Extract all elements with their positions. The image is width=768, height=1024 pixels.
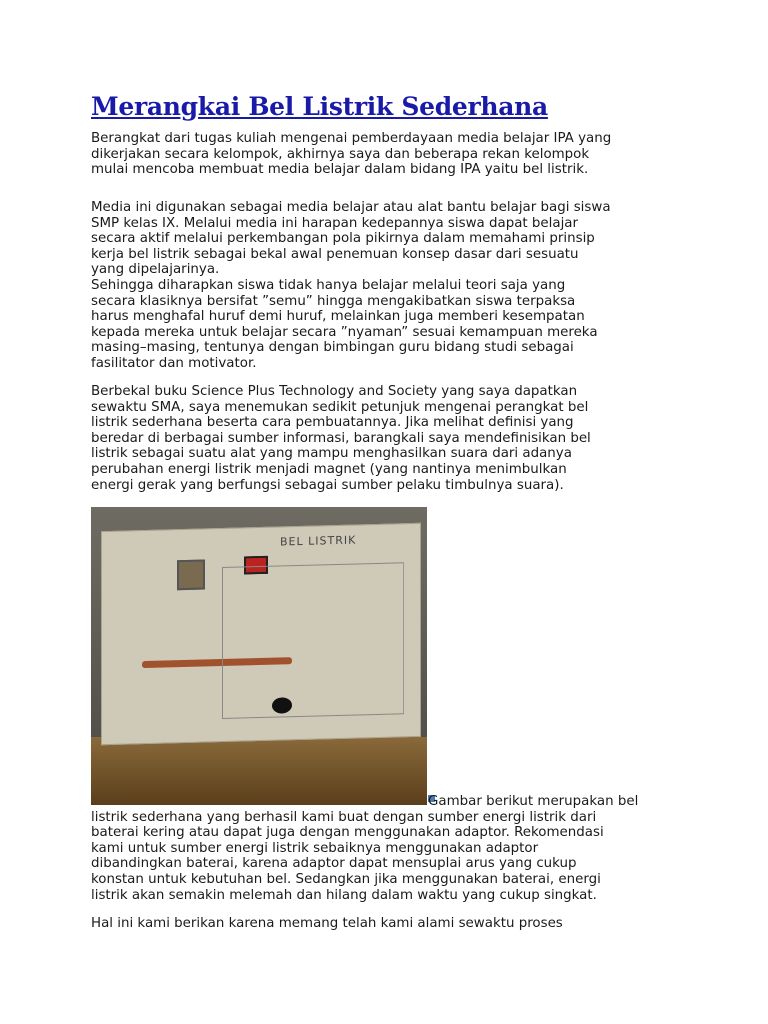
text-line: energi gerak yang berfungsi sebagai sumber pelaku timbulnya suara). — [91, 477, 564, 493]
text-line: listrik akan semakin melemah dan hilang dalam waktu yang cukup singkat. — [91, 887, 597, 903]
paragraph-definition — [91, 384, 591, 493]
text-line: listrik sederhana yang berhasil kami buat dengan sumber energi listrik dari — [91, 809, 597, 825]
text-line: harus menghafal huruf demi huruf, melainkan juga memberi kesempatan — [91, 309, 585, 325]
paragraph-description — [91, 794, 638, 903]
bel-listrik-photo — [91, 507, 427, 805]
text-line: kami untuk sumber energi listrik sebaiknya menggunakan adaptor — [91, 840, 539, 856]
text-line: Berangkat dari tugas kuliah mengenai pemberdayaan media belajar IPA yang — [91, 131, 612, 146]
text-line: Sehingga diharapkan siswa tidak hanya belajar melalui teori saja yang — [91, 277, 566, 293]
text-line: Hal ini kami berikan karena memang telah kami alami sewaktu proses — [91, 916, 563, 931]
paragraph-closing — [91, 916, 563, 932]
text-line: secara aktif melalui perkembangan pola pikirnya dalam memahami prinsip — [91, 231, 595, 247]
text-line: Berbekal buku Science Plus Technology and Society yang saya dapatkan — [91, 384, 578, 399]
text-line: kerja bel listrik sebagai bekal awal penemuan konsep dasar dari sesuatu — [91, 246, 579, 262]
text-line: masing–masing, tentunya dengan bimbingan guru bidang studi sebagai — [91, 340, 574, 356]
paragraph-purpose — [91, 200, 611, 372]
text-line: listrik sederhana beserta cara pembuatannya. Jika melihat definisi yang — [91, 415, 574, 431]
text-line: dibandingkan baterai, karena adaptor dapat mensuplai arus yang cukup — [91, 856, 577, 872]
text-line: konstan untuk kebutuhan bel. Sedangkan jika menggunakan baterai, energi — [91, 871, 601, 887]
paragraph-intro — [91, 131, 611, 178]
text-line: Gambar berikut merupakan bel — [428, 794, 639, 809]
wire-component — [222, 562, 404, 719]
article-title-link[interactable]: Merangkai Bel Listrik Sederhana — [91, 92, 548, 121]
text-line: baterai kering atau dapat juga dengan menggunakan adaptor. Rekomendasi — [91, 825, 604, 841]
text-line: sewaktu SMA, saya menemukan sedikit petunjuk mengenai perangkat bel — [91, 399, 589, 415]
text-line: kepada mereka untuk belajar secara ”nyaman” sesuai kemampuan mereka — [91, 324, 598, 340]
text-line: Media ini digunakan sebagai media belajar atau alat bantu belajar bagi siswa — [91, 200, 611, 215]
text-line: dikerjakan secara kelompok, akhirnya saya dan beberapa rekan kelompok — [91, 146, 590, 162]
photo-board — [101, 523, 421, 745]
transformer-component — [177, 559, 205, 590]
text-line: perubahan energi listrik menjadi magnet (yang nantinya menimbulkan — [91, 461, 567, 477]
text-line: secara klasiknya bersifat ”semu” hingga mengakibatkan siswa terpaksa — [91, 293, 576, 309]
text-line: fasilitator dan motivator. — [91, 355, 257, 371]
text-line: beredar di berbagai sumber informasi, barangkali saya mendefinisikan bel — [91, 430, 591, 446]
text-line: listrik sebagai suatu alat yang mampu menghasilkan suara dari adanya — [91, 446, 572, 462]
text-line: yang dipelajarinya. — [91, 262, 220, 278]
board-label: BEL LISTRIK — [280, 533, 357, 549]
text-line: mulai mencoba membuat media belajar dalam bidang IPA yaitu bel listrik. — [91, 162, 589, 178]
text-line: SMP kelas IX. Melalui media ini harapan kedepannya siswa dapat belajar — [91, 215, 579, 231]
